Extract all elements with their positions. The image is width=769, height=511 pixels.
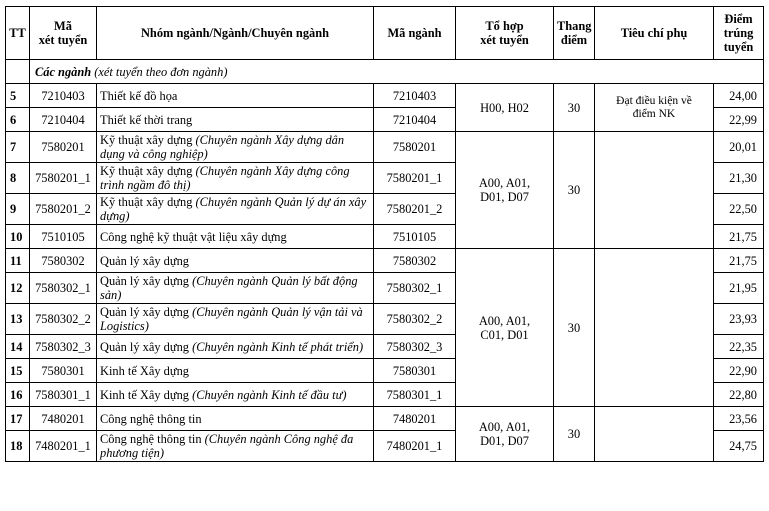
section-row — [6, 60, 764, 84]
table-row: 12 7580302_1 Quản lý xây dựng (Chuyên ngành Quản lý bất động sản) 7580302_1 21,95 — [6, 273, 764, 304]
col-nhom-nganh: Nhóm ngành/Ngành/Chuyên ngành — [97, 7, 374, 60]
table-row: 14 7580302_3 Quản lý xây dựng (Chuyên ngành Kinh tế phát triển) 7580302_3 22,35 — [6, 335, 764, 359]
admission-scores-table — [5, 6, 764, 462]
table-row: 9 7580201_2 Kỹ thuật xây dựng (Chuyên ngành Quản lý dự án xây dựng) 7580201_2 22,50 — [6, 194, 764, 225]
table-row: 18 7480201_1 Công nghệ thông tin (Chuyên ngành Công nghệ đa phương tiện) 7480201_1 24,75 — [6, 431, 764, 462]
table-row: 10 7510105 Công nghệ kỹ thuật vật liệu xây dựng 7510105 21,75 — [6, 225, 764, 249]
table-row: 5 7210403 Thiết kế đồ họa 7210403 H00, H02 30 Đạt điều kiện về điểm NK 24,00 — [6, 84, 764, 108]
to-hop-cell: H00, H02 — [456, 84, 554, 132]
table-row: 17 7480201 Công nghệ thông tin 7480201 A00, A01, D01, D07 30 23,56 — [6, 407, 764, 431]
to-hop-cell: A00, A01, D01, D07 — [456, 407, 554, 462]
table-row: 6 7210404 Thiết kế thời trang 7210404 22,99 — [6, 108, 764, 132]
table-row: 8 7580201_1 Kỹ thuật xây dựng (Chuyên ngành Xây dựng công trình ngầm đô thị) 7580201_1 21,30 — [6, 163, 764, 194]
table-row: 11 7580302 Quản lý xây dựng 7580302 A00, A01, C01, D01 30 21,75 — [6, 249, 764, 273]
to-hop-cell: A00, A01, D01, D07 — [456, 132, 554, 249]
table-row: 15 7580301 Kinh tế Xây dựng 7580301 22,90 — [6, 359, 764, 383]
thang-diem-cell: 30 — [554, 407, 595, 462]
table-row: 7 7580201 Kỹ thuật xây dựng (Chuyên ngành Xây dựng dân dụng và công nghiệp) 7580201 A00, A01, D01, D07 30 20,01 — [6, 132, 764, 163]
col-ma-xet-tuyen: Mã xét tuyển — [30, 7, 97, 60]
col-diem: Điểm trúng tuyển — [714, 7, 764, 60]
table-row: 13 7580302_2 Quản lý xây dựng (Chuyên ngành Quản lý vận tải và Logistics) 7580302_2 23,93 — [6, 304, 764, 335]
table-header — [6, 7, 764, 60]
section-title: Các ngành (xét tuyển theo đơn ngành) — [30, 60, 764, 84]
thang-diem-cell: 30 — [554, 84, 595, 132]
col-thang-diem: Thang điểm — [554, 7, 595, 60]
col-tt: TT — [6, 7, 30, 60]
to-hop-cell: A00, A01, C01, D01 — [456, 249, 554, 407]
col-ma-nganh: Mã ngành — [374, 7, 456, 60]
thang-diem-cell: 30 — [554, 132, 595, 249]
tieu-chi-phu-cell: Đạt điều kiện về điểm NK — [595, 84, 714, 132]
thang-diem-cell: 30 — [554, 249, 595, 407]
col-tieu-chi-phu: Tiêu chí phụ — [595, 7, 714, 60]
table-row: 16 7580301_1 Kinh tế Xây dựng (Chuyên ngành Kinh tế đầu tư) 7580301_1 22,80 — [6, 383, 764, 407]
col-to-hop: Tổ hợp xét tuyển — [456, 7, 554, 60]
